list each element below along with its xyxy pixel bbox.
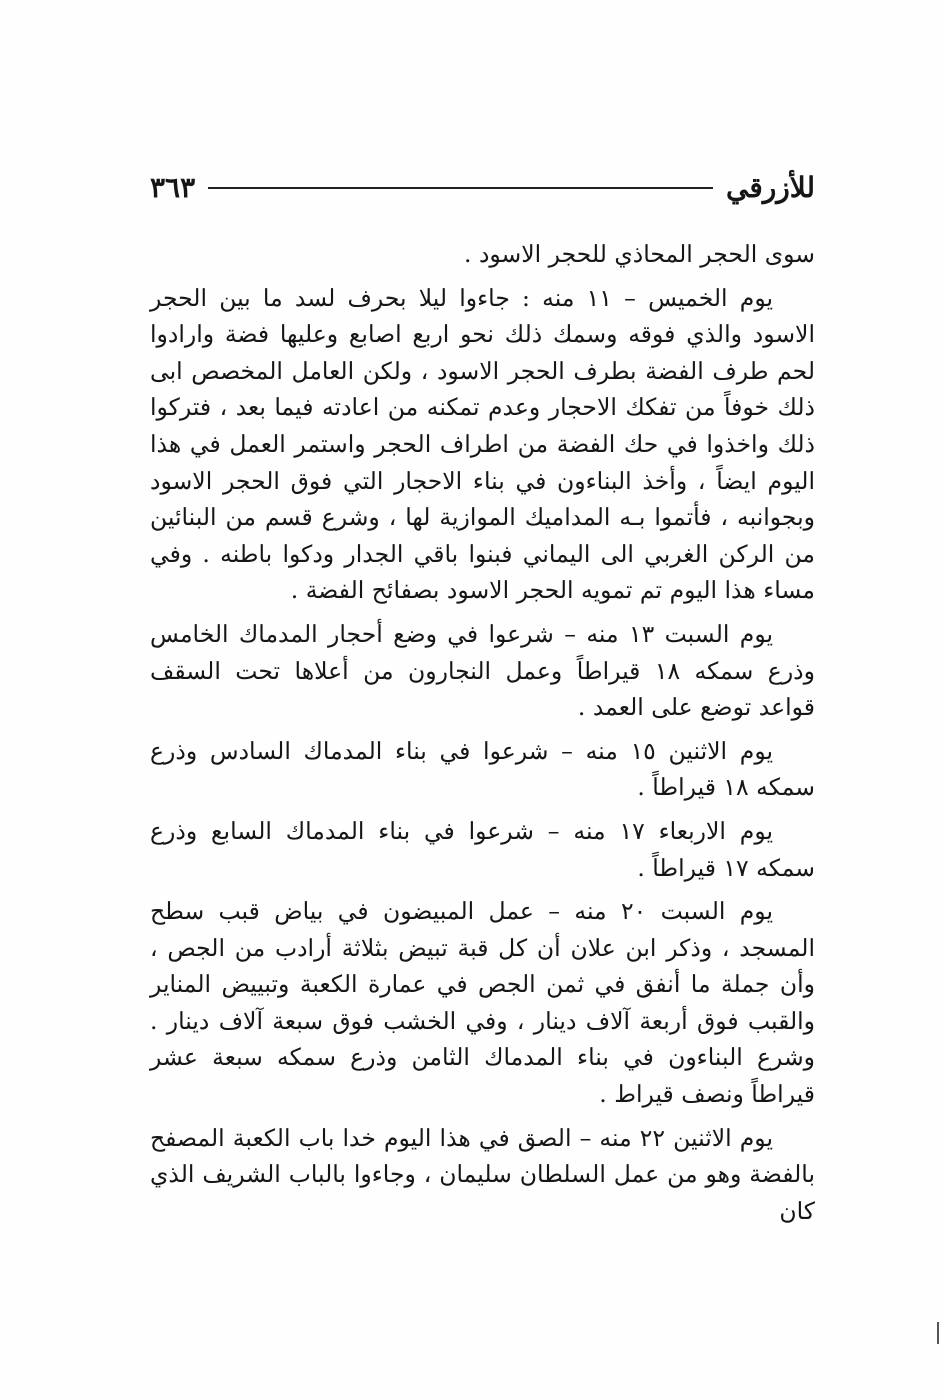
paragraph-monday-22: يوم الاثنين ٢٢ منه – الصق في هذا اليوم خدا باب الكعبة المصفح بالفضة وهو من عمل السلطان سليمان ، وجاءوا بالباب الشريف الذي كان: [150, 1123, 815, 1225]
scan-edge-mark: [937, 1322, 939, 1344]
page-header: [150, 168, 815, 212]
header-rule: [208, 187, 713, 189]
running-title: للأزرقي: [725, 171, 815, 204]
paragraph-saturday-20: يوم السبت ٢٠ منه – عمل المبيضون في بياض قبب سطح المسجد ، وذكر ابن علان أن كل قبة تبيض بثلاثة أرادب من الجص ، وأن جملة ما أنفق في ثمن الجص في عمارة الكعبة وتبييض المناير والقبب فوق أربعة آلاف دينار ، وفي الخشب فوق سبعة آلاف دينار . وشرع البناءون في بناء المدماك الثامن وذرع سمكه سبعة عشر قيراطاً ونصف قيراط .: [150, 897, 815, 1109]
paragraph-saturday-13: يوم السبت ١٣ منه – شرعوا في وضع أحجار المدماك الخامس وذرع سمكه ١٨ قيراطاً وعمل النجارون من أعلاها تحت السقف قواعد توضع على العمد .: [150, 619, 815, 722]
page-number: ٣٦٣: [150, 171, 196, 204]
paragraph-thursday-11: يوم الخميس – ١١ منه : جاءوا ليلا بحرف لسد ما بين الحجر الاسود والذي فوقه وسمك ذلك نحو اربع اصابع وعليها فضة وارادوا لحم طرف الفضة بطرف الحجر الاسود ، ولكن العامل المخصص ابى ذلك خوفاً من تفكك الاحجار وعدم تمكنه من اعادته فيما بعد ، فتركوا ذلك واخذوا في حك الفضة من اطراف الحجر واستمر العمل في هذا اليوم ايضاً ، وأخذ البناءون في بناء الاحجار التي فوق الحجر الاسود وبجوانبه ، فأتموا بـه المداميك الموازية لها ، وشرع قسم من البنائين من الركن الغربي الى اليماني فبنوا باقي الجدار ودكوا باطنه . وفي مساء هذا اليوم تم تمويه الحجر الاسود بصفائح الفضة .: [150, 283, 815, 605]
paragraph-monday-15: يوم الاثنين ١٥ منه – شرعوا في بناء المدماك السادس وذرع سمكه ١٨ قيراطاً .: [150, 736, 815, 802]
body-text: [150, 236, 815, 1236]
paragraph-continuation: سوى الحجر المحاذي للحجر الاسود .: [464, 240, 815, 268]
paragraph-wednesday-17: يوم الاربعاء ١٧ منه – شرعوا في بناء المدماك السابع وذرع سمكه ١٧ قيراطاً .: [150, 816, 815, 882]
